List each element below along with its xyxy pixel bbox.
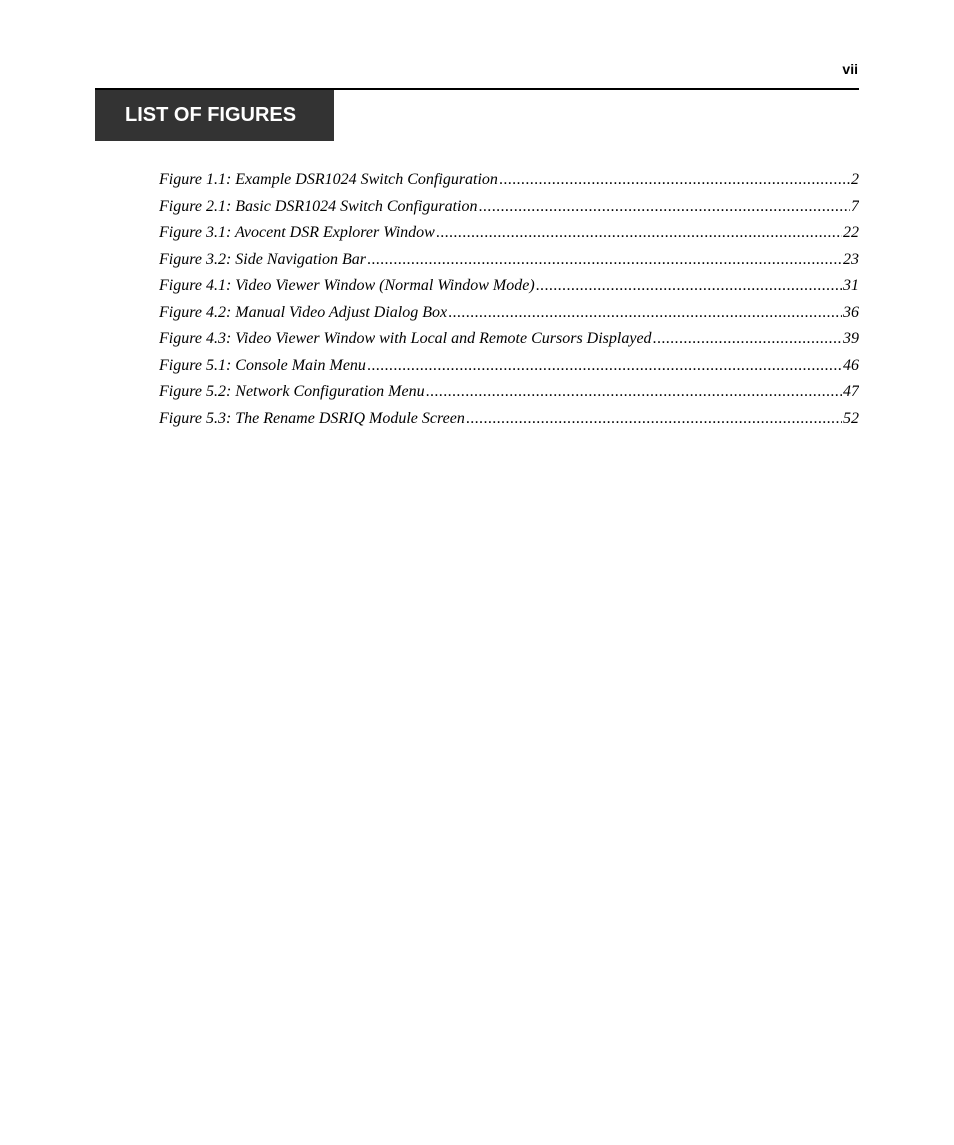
figure-entry[interactable]: [159, 300, 859, 327]
figure-entry[interactable]: [159, 247, 859, 274]
figure-title: Figure 3.1: Avocent DSR Explorer Window: [159, 224, 435, 241]
figure-title: Figure 1.1: Example DSR1024 Switch Configuration: [159, 171, 498, 188]
dot-leader: [536, 273, 842, 300]
dot-leader: [499, 167, 850, 194]
figure-page-number: 36: [843, 303, 859, 321]
dot-leader: [367, 353, 842, 380]
dot-leader: [367, 247, 842, 274]
figure-title: Figure 4.1: Video Viewer Window (Normal Window Mode): [159, 277, 535, 294]
page-number: vii: [842, 61, 858, 77]
figure-title: Figure 5.1: Console Main Menu: [159, 356, 366, 374]
dot-leader: [653, 326, 842, 353]
figure-entry[interactable]: [159, 194, 859, 221]
figure-page-number: 22: [843, 224, 859, 241]
figure-page-number: 7: [851, 197, 859, 215]
dot-leader: [479, 194, 851, 221]
figure-page-number: 39: [843, 330, 859, 347]
figure-page-number: 23: [843, 250, 859, 268]
figure-title: Figure 5.3: The Rename DSRIQ Module Screen: [159, 409, 465, 427]
figure-title: Figure 4.3: Video Viewer Window with Local and Remote Cursors Displayed: [159, 330, 652, 347]
figure-entry[interactable]: [159, 353, 859, 380]
figure-entry[interactable]: [159, 273, 859, 300]
figure-entry[interactable]: [159, 326, 859, 353]
figure-page-number: 52: [843, 409, 859, 427]
figure-list: [159, 167, 859, 432]
figure-page-number: 31: [843, 277, 859, 294]
dot-leader: [448, 300, 842, 327]
figure-page-number: 2: [851, 171, 859, 188]
figure-entry[interactable]: [159, 167, 859, 194]
figure-title: Figure 2.1: Basic DSR1024 Switch Configuration: [159, 197, 478, 215]
dot-leader: [436, 220, 842, 247]
figure-title: Figure 5.2: Network Configuration Menu: [159, 383, 425, 400]
dot-leader: [466, 406, 842, 433]
figure-entry[interactable]: [159, 406, 859, 433]
dot-leader: [426, 379, 842, 406]
figure-entry[interactable]: [159, 220, 859, 247]
figure-page-number: 46: [843, 356, 859, 374]
figure-title: Figure 4.2: Manual Video Adjust Dialog Box: [159, 303, 448, 321]
section-title-banner: LIST OF FIGURES: [95, 90, 334, 141]
figure-title: Figure 3.2: Side Navigation Bar: [159, 250, 366, 268]
figure-page-number: 47: [843, 383, 859, 400]
figure-entry[interactable]: [159, 379, 859, 406]
